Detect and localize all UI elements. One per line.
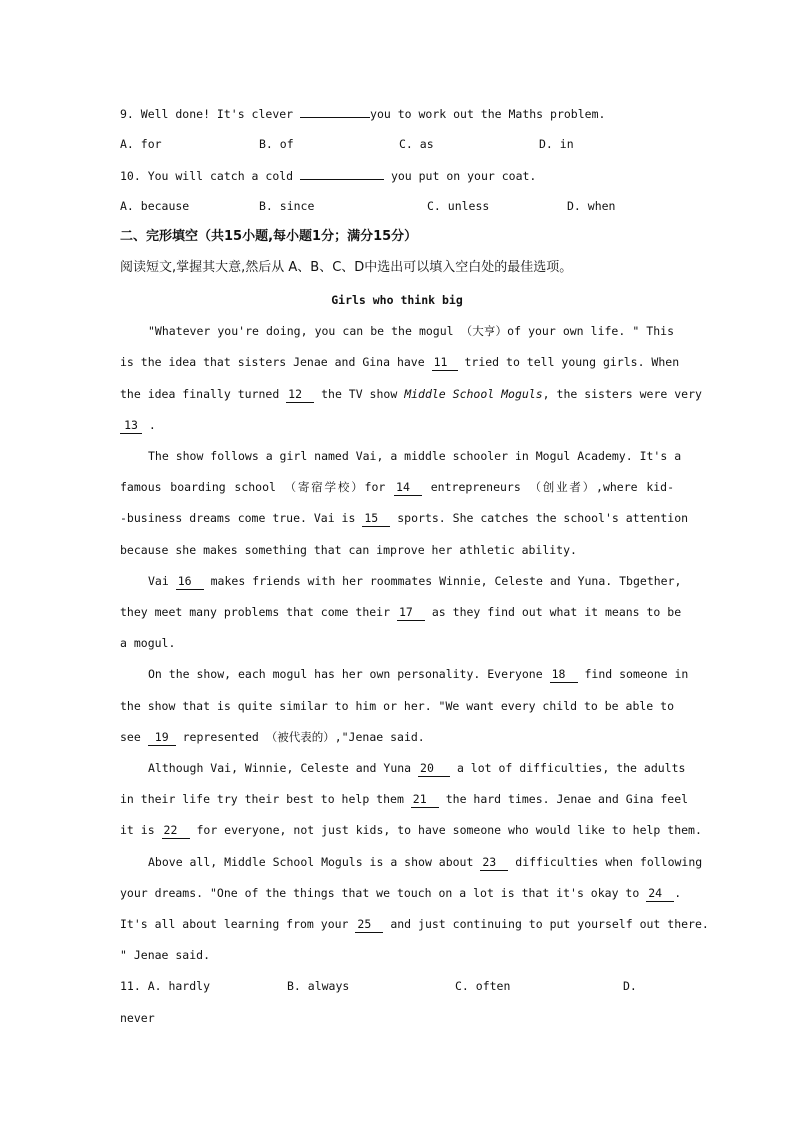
passage-line: it is 22 for everyone, not just kids, to have someone who would like to help them. <box>120 823 702 837</box>
passage-title: Girls who think big <box>331 293 463 307</box>
passage-line: famous boarding school （寄宿学校）for 14 entrepreneurs （创业者）,where kid- <box>120 480 675 494</box>
blank-17: 17 <box>397 604 425 621</box>
q10-option-b: B. since <box>259 199 315 213</box>
passage-line: your dreams. "One of the things that we touch on a lot is that it's okay to 24 . <box>120 886 682 900</box>
passage-line: they meet many problems that come their 17 as they find out what it means to be <box>120 605 682 619</box>
q11-option-d-label: D. <box>623 979 637 993</box>
blank-24: 24 <box>646 885 674 902</box>
q10-option-d: D. when <box>567 199 616 213</box>
blank-19: 19 <box>148 729 176 746</box>
section-instruction: 阅读短文,掌握其大意,然后从 A、B、C、D中选出可以填入空白处的最佳选项。 <box>120 260 573 275</box>
passage-line: "Whatever you're doing, you can be the mogul （大亨）of your own life. " This <box>148 324 674 338</box>
passage-line: It's all about learning from your 25 and just continuing to put yourself out there. <box>120 917 709 931</box>
blank-12: 12 <box>286 386 314 403</box>
passage-line: the show that is quite similar to him or her. "We want every child to be able to <box>120 699 674 713</box>
passage-line: 13 . <box>120 417 156 434</box>
blank-23: 23 <box>480 854 508 871</box>
q11-option-b: B. always <box>287 979 350 993</box>
blank-21: 21 <box>411 791 439 808</box>
passage-line: a mogul. <box>120 636 176 650</box>
passage-line: because she makes something that can improve her athletic ability. <box>120 543 577 557</box>
passage-line: -business dreams come true. Vai is 15 sports. She catches the school's attention <box>120 511 689 525</box>
blank-11: 11 <box>432 354 458 371</box>
section-heading: 二、完形填空（共15小题,每小题1分；满分15分） <box>120 229 418 244</box>
passage-line: the idea finally turned 12 the TV show Middle School Moguls, the sisters were very <box>120 387 702 401</box>
q9-option-d: D. in <box>539 137 574 151</box>
passage-line: is the idea that sisters Jenae and Gina have 11 tried to tell young girls. When <box>120 355 680 369</box>
q9-option-a: A. for <box>120 137 162 151</box>
blank-16: 16 <box>176 573 204 590</box>
q9-option-c: C. as <box>399 137 434 151</box>
passage-line: see 19 represented （被代表的）,"Jenae said. <box>120 730 425 744</box>
blank-14: 14 <box>394 479 422 496</box>
blank-20: 20 <box>418 760 450 777</box>
blank-25: 25 <box>355 916 383 933</box>
show-title: Middle School Moguls <box>404 387 543 401</box>
passage-line: in their life try their best to help them 21 the hard times. Jenae and Gina feel <box>120 792 689 806</box>
blank-18: 18 <box>550 666 578 683</box>
passage-line: " Jenae said. <box>120 948 211 962</box>
passage-line: Above all, Middle School Moguls is a show about 23 difficulties when following <box>148 855 703 869</box>
blank-22: 22 <box>162 822 190 839</box>
q11-option-a: 11. A. hardly <box>120 979 211 993</box>
answer-blank <box>300 105 370 118</box>
passage-line: Although Vai, Winnie, Celeste and Yuna 20 a lot of difficulties, the adults <box>148 761 686 775</box>
passage-line: On the show, each mogul has her own personality. Everyone 18 find someone in <box>148 667 689 681</box>
q9-option-b: B. of <box>259 137 294 151</box>
answer-blank <box>300 167 384 180</box>
q11-option-c: C. often <box>455 979 511 993</box>
passage-line: The show follows a girl named Vai, a middle schooler in Mogul Academy. It's a <box>148 449 682 463</box>
q10-option-a: A. because <box>120 199 190 213</box>
q9-stem: 9. Well done! It's clever you to work out the Maths problem. <box>120 107 606 121</box>
blank-15: 15 <box>362 510 390 527</box>
passage-line: Vai 16 makes friends with her roommates Winnie, Celeste and Yuna. Tbgether, <box>148 574 682 588</box>
q11-option-d-text: never <box>120 1011 155 1025</box>
q10-option-c: C. unless <box>427 199 490 213</box>
blank-13: 13 <box>120 417 142 434</box>
q10-stem: 10. You will catch a cold you put on your coat. <box>120 169 537 183</box>
